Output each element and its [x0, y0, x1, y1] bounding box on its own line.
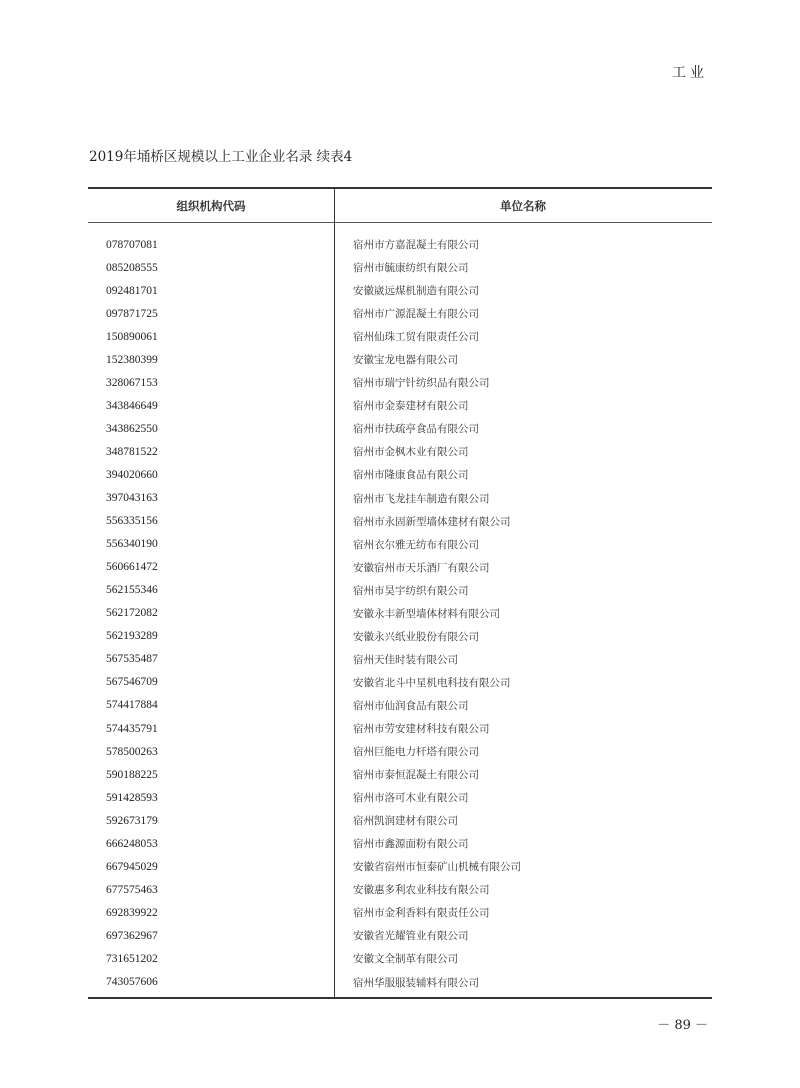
table-row — [88, 256, 712, 279]
org-code-cell: 560661472 — [106, 561, 158, 574]
org-code-cell: 666248053 — [106, 837, 158, 850]
table-row — [88, 602, 712, 625]
org-code-cell: 731651202 — [106, 952, 158, 965]
org-code-cell: 743057606 — [106, 976, 158, 989]
table-row — [88, 947, 712, 970]
org-code-cell: 097871725 — [106, 307, 158, 320]
section-label: 工业 — [672, 65, 708, 81]
table-bottom-rule — [88, 997, 712, 999]
org-code-cell: 574417884 — [106, 699, 158, 712]
org-code-cell: 343846649 — [106, 399, 158, 412]
unit-name-cell: 宿州市昊宇纺织有限公司 — [353, 584, 469, 597]
unit-name-cell: 宿州市洛可木业有限公司 — [353, 792, 469, 805]
org-code-cell: 562172082 — [106, 607, 158, 620]
table-row — [88, 717, 712, 740]
table-title: 2019年埇桥区规模以上工业企业名录 续表4 — [89, 149, 353, 165]
unit-name-cell: 宿州市永固新型墙体建材有限公司 — [353, 515, 511, 528]
unit-name-cell: 宿州衣尔雅无纺布有限公司 — [353, 538, 479, 551]
org-code-cell: 578500263 — [106, 745, 158, 758]
table-row — [88, 440, 712, 463]
unit-name-cell: 安徽省光耀管业有限公司 — [353, 930, 469, 943]
table-row — [88, 625, 712, 648]
table-row — [88, 901, 712, 924]
org-code-cell: 348781522 — [106, 445, 158, 458]
unit-name-cell: 安徽永兴纸业股份有限公司 — [353, 630, 479, 643]
table-row — [88, 394, 712, 417]
table-row — [88, 325, 712, 348]
unit-name-cell: 宿州市泰恒混凝土有限公司 — [353, 769, 479, 782]
unit-name-cell: 宿州市劳安建材科技有限公司 — [353, 723, 490, 735]
org-code-cell: 152380399 — [106, 353, 158, 366]
table-row — [88, 855, 712, 878]
org-code-cell: 078707081 — [106, 238, 158, 251]
table-body — [88, 223, 712, 994]
table-row — [88, 786, 712, 809]
enterprise-table — [88, 187, 712, 994]
table-row — [88, 279, 712, 302]
table-row — [88, 302, 712, 325]
unit-name-cell: 安徽永丰新型墙体材料有限公司 — [353, 607, 500, 620]
org-code-cell: 567546709 — [106, 676, 158, 689]
unit-name-cell: 宿州凯润建材有限公司 — [353, 815, 458, 828]
table-row — [88, 556, 712, 579]
table-row — [88, 832, 712, 855]
org-code-cell: 692839922 — [106, 906, 158, 919]
table-row — [88, 579, 712, 602]
table-row — [88, 924, 712, 947]
header-org-code: 组织机构代码 — [176, 198, 246, 213]
table-row — [88, 487, 712, 510]
org-code-cell: 397043163 — [106, 492, 158, 505]
org-code-cell: 556340190 — [106, 538, 158, 551]
org-code-cell: 328067153 — [106, 376, 158, 389]
column-divider — [334, 189, 335, 998]
org-code-cell: 590188225 — [106, 768, 158, 781]
org-code-cell: 574435791 — [106, 722, 158, 735]
unit-name-cell: 宿州市仙润食品有限公司 — [353, 699, 469, 712]
table-row — [88, 510, 712, 533]
org-code-cell: 092481701 — [106, 284, 158, 297]
page-number: － 89 － — [657, 1018, 708, 1033]
table-row — [88, 971, 712, 994]
unit-name-cell: 安徽崴远煤机制造有限公司 — [353, 285, 479, 298]
table-row — [88, 740, 712, 763]
org-code-cell: 667945029 — [106, 860, 158, 873]
table-row — [88, 763, 712, 786]
org-code-cell: 677575463 — [106, 883, 158, 896]
unit-name-cell: 宿州市方嘉混凝土有限公司 — [353, 239, 479, 252]
header-unit-name: 单位名称 — [500, 198, 546, 213]
unit-name-cell: 安徽宿州市天乐酒厂有限公司 — [353, 561, 490, 574]
unit-name-cell: 宿州天佳时装有限公司 — [353, 653, 458, 666]
unit-name-cell: 宿州市隆康食品有限公司 — [353, 469, 469, 482]
unit-name-cell: 安徽省宿州市恒泰矿山机械有限公司 — [353, 861, 521, 874]
unit-name-cell: 宿州市广源混凝土有限公司 — [353, 308, 479, 321]
org-code-cell: 567535487 — [106, 653, 158, 666]
org-code-cell: 562155346 — [106, 584, 158, 597]
unit-name-cell: 宿州巨能电力杆塔有限公司 — [353, 746, 479, 759]
unit-name-cell: 宿州市瑞宁针纺织品有限公司 — [353, 377, 490, 390]
table-row — [88, 348, 712, 371]
unit-name-cell: 宿州市鑫源面粉有限公司 — [353, 838, 469, 851]
unit-name-cell: 宿州市扶疏亭食品有限公司 — [353, 423, 479, 436]
table-row — [88, 878, 712, 901]
unit-name-cell: 安徽文全制革有限公司 — [353, 953, 458, 966]
unit-name-cell: 宿州市金泰建材有限公司 — [353, 400, 469, 413]
org-code-cell: 697362967 — [106, 929, 158, 942]
unit-name-cell: 安徽省北斗中星机电科技有限公司 — [353, 676, 511, 689]
table-row — [88, 371, 712, 394]
org-code-cell: 556335156 — [106, 515, 158, 528]
table-row — [88, 648, 712, 671]
org-code-cell: 343862550 — [106, 422, 158, 435]
unit-name-cell: 宿州市毓康纺织有限公司 — [353, 262, 469, 275]
unit-name-cell: 安徽宝龙电器有限公司 — [353, 354, 458, 367]
unit-name-cell: 宿州仙珠工贸有限责任公司 — [353, 331, 479, 344]
org-code-cell: 562193289 — [106, 630, 158, 643]
org-code-cell: 591428593 — [106, 791, 158, 804]
org-code-cell: 592673179 — [106, 814, 158, 827]
table-row — [88, 463, 712, 486]
unit-name-cell: 宿州市金枫木业有限公司 — [353, 446, 469, 459]
org-code-cell: 394020660 — [106, 468, 158, 481]
table-row — [88, 233, 712, 256]
table-row — [88, 809, 712, 832]
org-code-cell: 150890061 — [106, 330, 158, 343]
table-row — [88, 694, 712, 717]
table-row — [88, 533, 712, 556]
table-header — [88, 189, 712, 222]
table-row — [88, 417, 712, 440]
org-code-cell: 085208555 — [106, 261, 158, 274]
unit-name-cell: 安徽惠多利农业科技有限公司 — [353, 884, 490, 897]
unit-name-cell: 宿州华服服装辅料有限公司 — [353, 976, 479, 989]
table-row — [88, 671, 712, 694]
unit-name-cell: 宿州市金利香料有限责任公司 — [353, 907, 490, 920]
unit-name-cell: 宿州市飞龙挂车制造有限公司 — [353, 492, 490, 505]
